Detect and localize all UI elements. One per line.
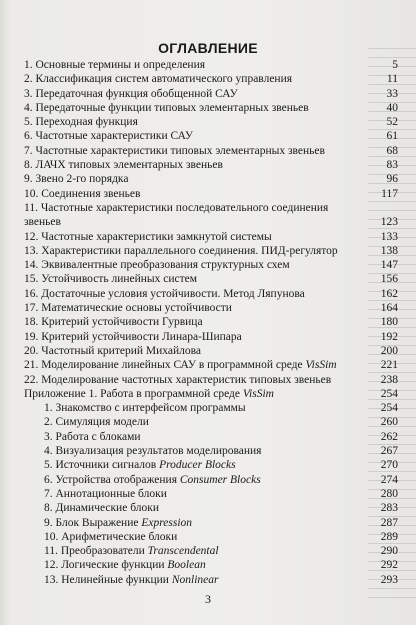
toc-entry-title: 17. Математические основы устойчивости (24, 302, 232, 315)
toc-entry (24, 344, 398, 358)
toc-entry (24, 115, 398, 129)
page-title: ОГЛАВЛЕНИЕ (158, 40, 258, 56)
toc-entry-page: 200 (380, 344, 398, 357)
toc-entry-page: 117 (381, 187, 398, 200)
toc-entry-page: 238 (380, 373, 398, 386)
toc-entry-page: 293 (380, 573, 398, 586)
toc-entry-title: 2. Классификация систем автоматического управления (24, 73, 293, 86)
toc-entry-title: 5. Источники сигналов Producer Blocks (44, 459, 236, 472)
toc-entry (24, 415, 398, 429)
toc-entry-page: 280 (380, 487, 398, 500)
toc-entry-title: 19. Критерий устойчивости Линара-Шипара (24, 330, 242, 343)
toc-entry-italic: Consumer Blocks (179, 473, 261, 486)
toc-entry-title: 8. Динамические блоки (44, 502, 159, 515)
toc-entry (24, 287, 398, 301)
toc-entry-title: 2. Симуляция модели (44, 416, 149, 429)
toc-entry (24, 373, 398, 387)
toc-entry-italic: Transcendental (147, 545, 219, 558)
toc-entry-title: 11. Частотные характеристики последовательного соединения звеньев (24, 201, 329, 229)
toc-entry (24, 244, 398, 258)
toc-entry-italic: Expression (141, 516, 193, 529)
toc-entry (24, 458, 398, 472)
toc-entry-page: 5 (392, 59, 398, 71)
toc-entry (24, 272, 398, 286)
toc-entry-page: 96 (386, 173, 398, 186)
toc-entry (24, 387, 398, 401)
toc-entry-page: 40 (386, 101, 398, 114)
toc-entry-title: 7. Аннотационные блоки (44, 487, 167, 500)
toc-entry-page: 61 (386, 130, 398, 143)
toc-entry-title: 5. Переходная функция (24, 116, 138, 129)
toc-entry (24, 558, 398, 572)
toc-entry (24, 87, 398, 101)
page-number: 3 (205, 592, 211, 606)
toc-entry-title: 21. Моделирование линейных САУ в программной среде VisSim (24, 359, 337, 372)
toc-entry-page: 11 (386, 73, 398, 86)
toc-entry-title: 10. Арифметические блоки (44, 530, 178, 543)
toc-entry-page: 289 (380, 530, 398, 543)
toc-entry (24, 544, 398, 558)
toc-entry (24, 129, 398, 143)
toc-entry-italic: VisSim (305, 359, 337, 372)
toc-entry (24, 444, 398, 458)
toc-entry-title: 6. Частотные характеристики САУ (24, 130, 194, 143)
toc-entry-italic: Nonlinear (171, 573, 219, 586)
toc-entry (24, 201, 398, 230)
toc-entry-page: 164 (380, 302, 398, 315)
toc-entry-page: 83 (386, 159, 398, 172)
toc-entry-title: 20. Частотный критерий Михайлова (24, 344, 202, 357)
toc-entry-italic: VisSim (242, 387, 274, 400)
toc-entry-title: 12. Частотные характеристики замкнутой системы (24, 230, 272, 243)
toc-entry-page: 254 (380, 402, 398, 415)
toc-entry (24, 430, 398, 444)
toc-entry-page: 260 (380, 416, 398, 429)
toc-entry (24, 487, 398, 501)
toc-entry-page: 267 (380, 445, 398, 458)
toc-entry (24, 187, 398, 201)
toc-entry-page: 262 (380, 430, 398, 443)
toc-entry (24, 401, 398, 415)
toc-entry-page: 221 (380, 359, 398, 372)
toc-entry (24, 144, 398, 158)
toc-entry-italic: Producer Blocks (159, 459, 236, 472)
toc-entry (24, 530, 398, 544)
toc-entry-page: 162 (380, 287, 398, 300)
toc-entry-title: 1. Основные термины и определения (24, 59, 206, 71)
toc-entry-page: 192 (380, 330, 398, 343)
toc-entry (24, 573, 398, 587)
toc-entry-title: 15. Устойчивость линейных систем (24, 273, 198, 286)
toc-entry-page: 290 (380, 545, 398, 558)
toc-entry (24, 230, 398, 244)
toc-entry (24, 72, 398, 86)
toc-entry-page: 52 (386, 116, 398, 129)
toc-entry-title: 4. Передаточные функции типовых элементарных звеньев (24, 101, 309, 114)
toc-entry-title: 18. Критерий устойчивости Гурвица (24, 316, 203, 329)
toc-entry (24, 501, 398, 515)
toc-entry-page: 147 (380, 259, 398, 272)
toc-entry (24, 330, 398, 344)
toc-entry-page: 180 (380, 316, 398, 329)
toc-entry-title: 3. Работа с блоками (44, 430, 141, 443)
toc-entry-title: 14. Эквивалентные преобразования структурных схем (24, 259, 290, 272)
toc-entry-italic: Boolean (167, 559, 206, 572)
toc-entry-title: 13. Нелинейные функции Nonlinear (44, 573, 219, 586)
toc-entry-page: 254 (380, 387, 398, 400)
toc-entry (24, 516, 398, 530)
toc-entry (24, 473, 398, 487)
toc-entry-title: 9. Звено 2-го порядка (24, 173, 129, 186)
toc-entry (24, 258, 398, 272)
toc-entry-title: 9. Блок Выражение Expression (44, 516, 193, 529)
toc-entry-page: 156 (380, 273, 398, 286)
toc-entry-page: 133 (380, 230, 398, 243)
toc-entry (24, 58, 398, 72)
toc-entry-page: 283 (380, 502, 398, 515)
toc-entry-page: 270 (380, 459, 398, 472)
toc-entry-title: 4. Визуализация результатов моделирования (44, 445, 262, 458)
toc-entry-page: 138 (380, 244, 398, 257)
toc-entry (24, 158, 398, 172)
toc-entry-page: 33 (386, 87, 398, 100)
toc-entry-page: 274 (380, 473, 398, 486)
toc-entry-title: 1. Знакомство с интерфейсом программы (44, 402, 246, 415)
table-of-contents (24, 58, 398, 587)
toc-entry (24, 301, 398, 315)
toc-entry (24, 101, 398, 115)
toc-entry-title: 7. Частотные характеристики типовых элементарных звеньев (24, 144, 325, 157)
toc-entry-title: 6. Устройства отображения Consumer Blocks (44, 473, 261, 486)
toc-entry-title: 11. Преобразователи Transcendental (44, 545, 219, 558)
toc-entry-title: 8. ЛАЧХ типовых элементарных звеньев (24, 159, 223, 172)
toc-entry-page: 68 (386, 144, 398, 157)
toc-entry-page: 123 (380, 216, 398, 229)
toc-entry-page: 287 (380, 516, 398, 529)
toc-entry-title: 22. Моделирование частотных характеристик типовых звеньев (24, 373, 332, 386)
toc-entry-title: Приложение 1. Работа в программной среде VisSim (24, 387, 274, 400)
toc-entry (24, 172, 398, 186)
toc-entry (24, 315, 398, 329)
toc-entry-title: 16. Достаточные условия устойчивости. Метод Ляпунова (24, 287, 305, 300)
toc-entry-title: 13. Характеристики параллельного соединения. ПИД-регулятор (24, 244, 338, 257)
toc-entry-page: 292 (380, 559, 398, 572)
toc-entry-title: 3. Передаточная функция обобщенной САУ (24, 87, 238, 100)
toc-entry-title: 12. Логические функции Boolean (44, 559, 206, 572)
toc-entry-title: 10. Соединения звеньев (24, 187, 141, 200)
toc-entry (24, 358, 398, 372)
